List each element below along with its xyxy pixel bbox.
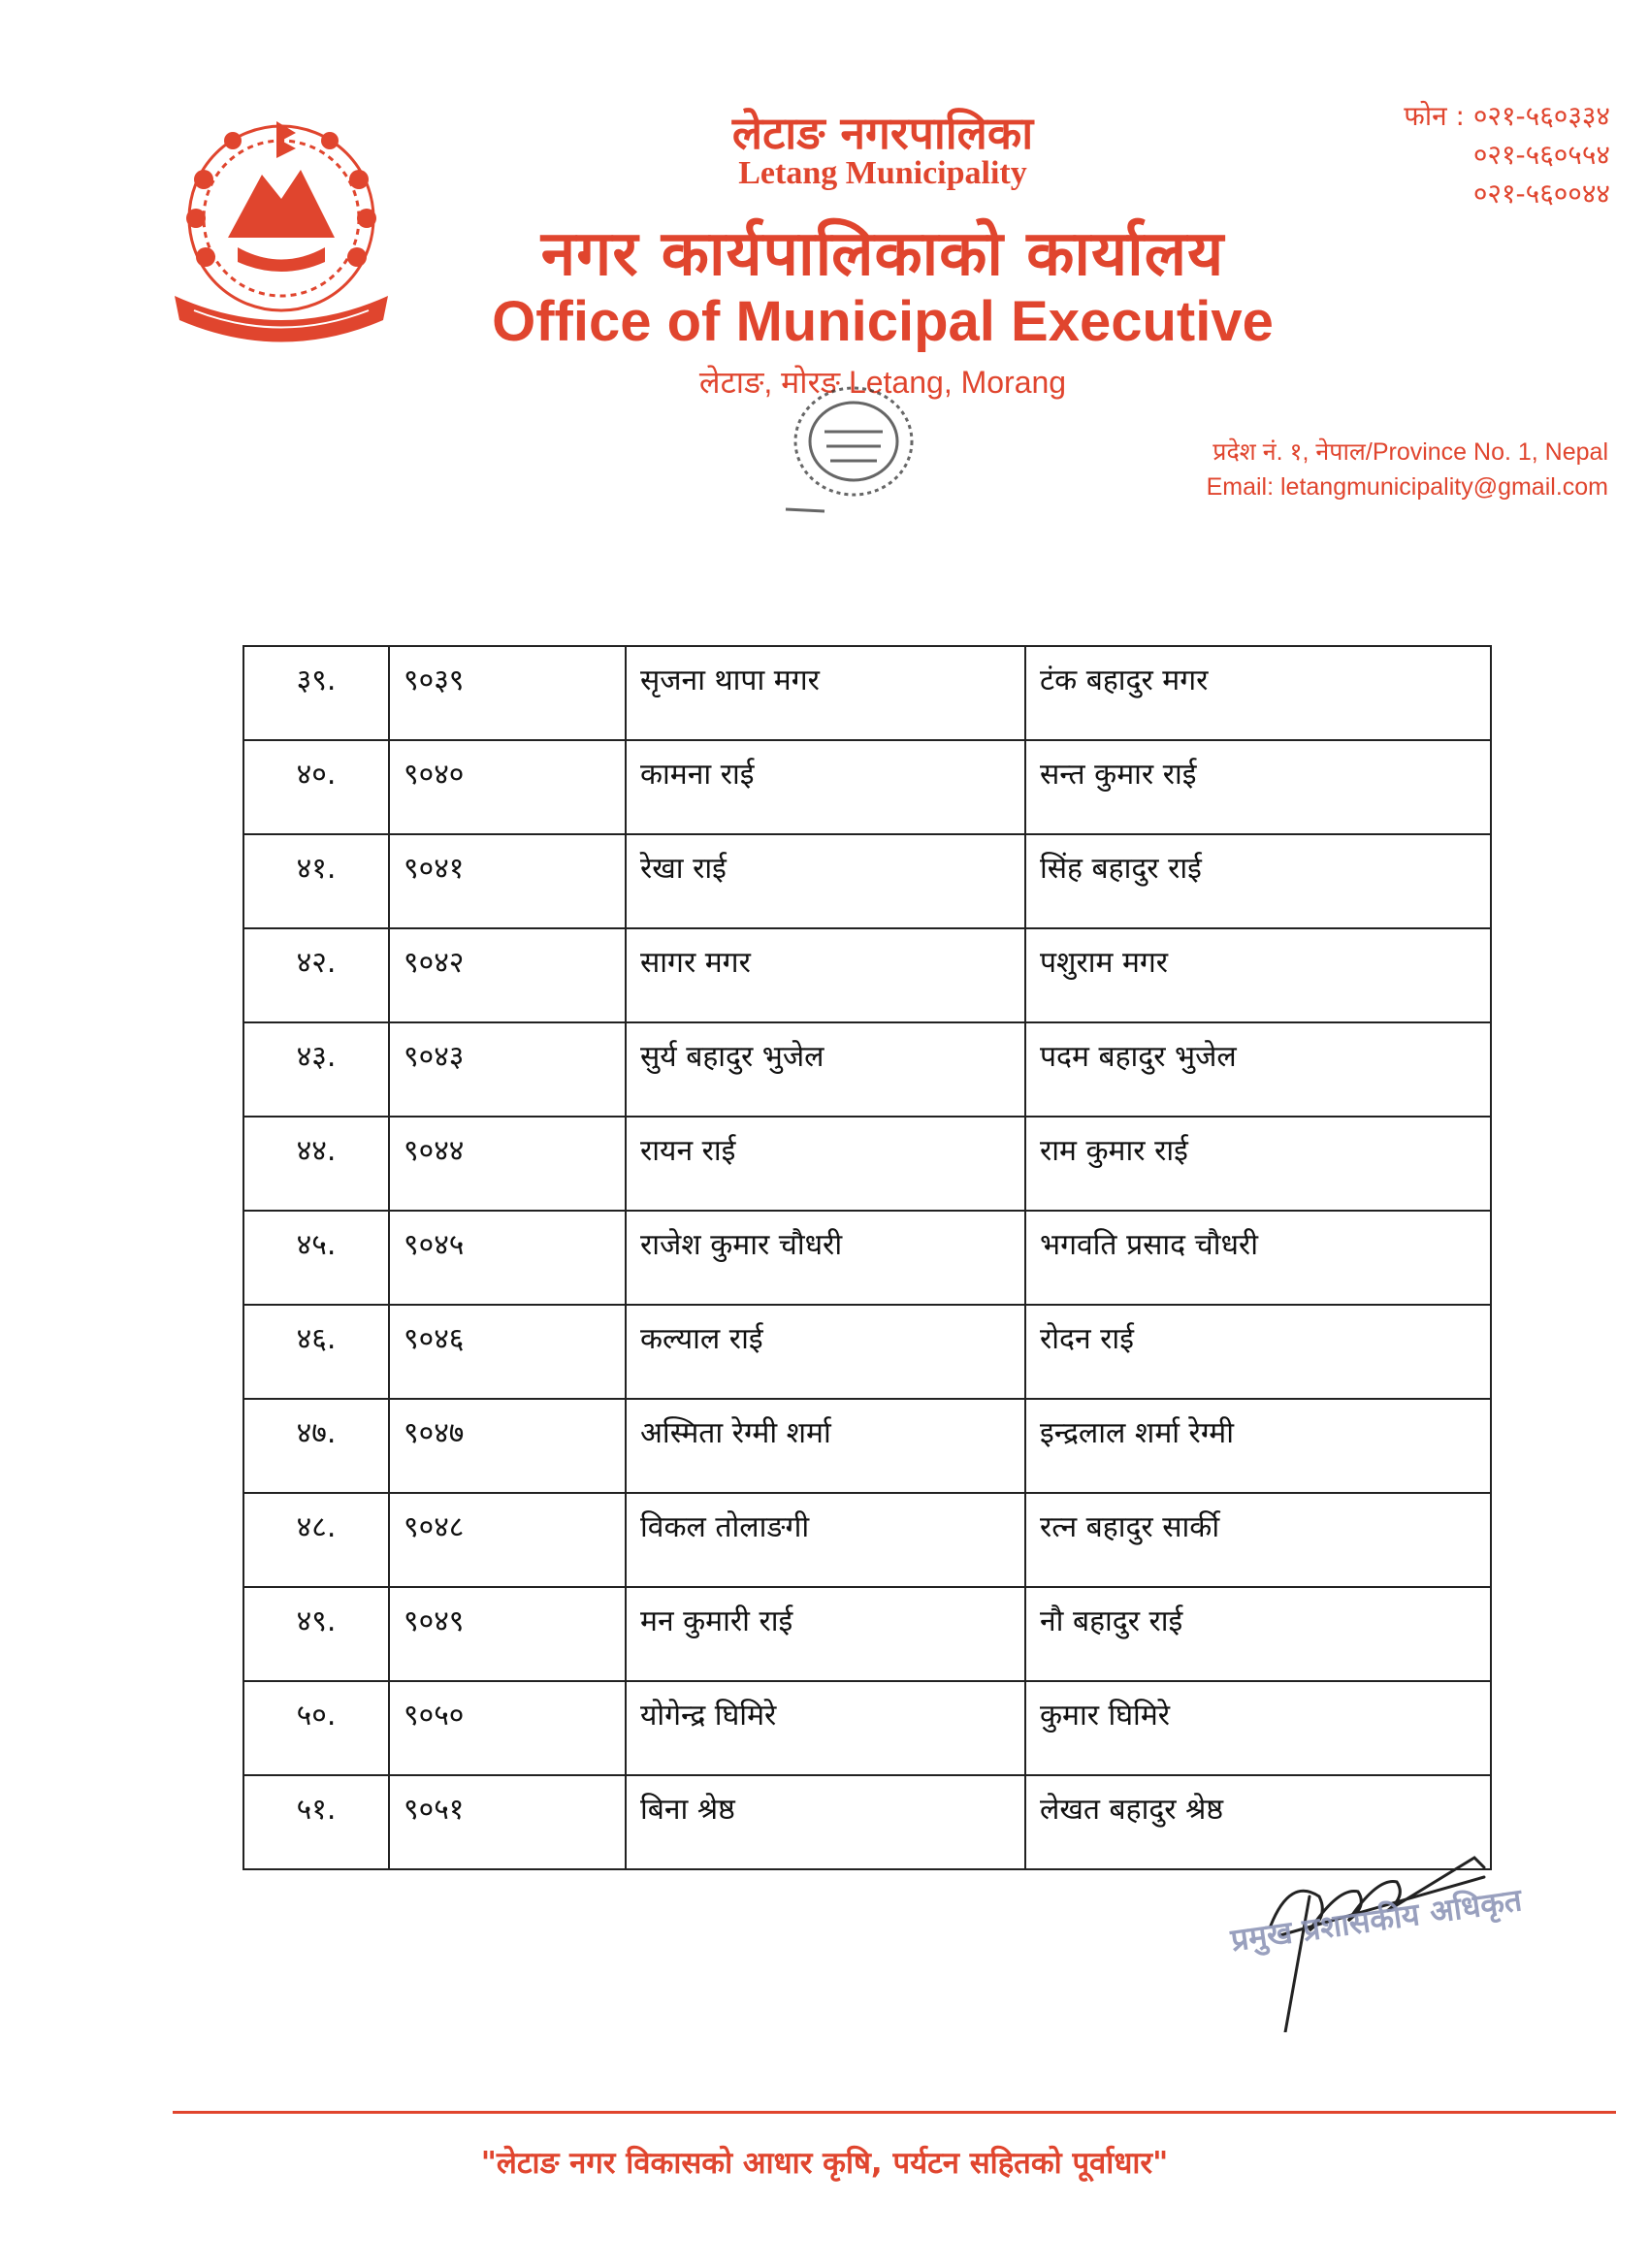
serial-number-cell: ४६. [243,1305,389,1399]
footer-divider [173,2111,1616,2114]
id-cell: ९०४० [389,740,626,834]
phone-number: ०२१-५६००४४ [1472,178,1610,210]
name-cell: बिना श्रेष्ठ [626,1775,1025,1869]
id-cell: ९०४२ [389,928,626,1022]
name-cell: सृजना थापा मगर [626,646,1025,740]
municipality-name-nepali: लेटाङ नगरपालिका [731,107,1034,159]
parent-name-cell: सन्त कुमार राई [1025,740,1491,834]
email-line: Email: letangmunicipality@gmail.com [1206,473,1608,501]
parent-name-cell: रोदन राई [1025,1305,1491,1399]
id-cell: ९०४६ [389,1305,626,1399]
name-cell: सागर मगर [626,928,1025,1022]
parent-name-cell: लेखत बहादुर श्रेष्ठ [1025,1775,1491,1869]
name-cell: सुर्य बहादुर भुजेल [626,1022,1025,1117]
parent-name-cell: पशुराम मगर [1025,928,1491,1022]
name-cell: मन कुमारी राई [626,1587,1025,1681]
province-line: प्रदेश नं. १, नेपाल/Province No. 1, Nepal [1212,438,1608,466]
footer-slogan: "लेटाङ नगर विकासको आधार कृषि, पर्यटन सहितको पूर्वाधार" [480,2146,1169,2181]
records-table [242,645,1490,1870]
id-cell: ९०४१ [389,834,626,928]
id-cell: ९०४७ [389,1399,626,1493]
name-cell: योगेन्द्र घिमिरे [626,1681,1025,1775]
serial-number-cell: ३९. [243,646,389,740]
serial-number-cell: ४०. [243,740,389,834]
parent-name-cell: भगवति प्रसाद चौधरी [1025,1211,1491,1305]
phone-number: ०२१-५६०५५४ [1472,139,1610,171]
office-stamp-icon [757,373,951,529]
id-cell: ९०३९ [389,646,626,740]
table-row [243,1117,1491,1211]
table-row [243,834,1491,928]
nepal-emblem-icon [155,102,407,354]
name-cell: राजेश कुमार चौधरी [626,1211,1025,1305]
name-cell: कल्याल राई [626,1305,1025,1399]
office-title-nepali: नगर कार्यपालिकाको कार्यालय [540,218,1225,290]
serial-number-cell: ४५. [243,1211,389,1305]
parent-name-cell: कुमार घिमिरे [1025,1681,1491,1775]
parent-name-cell: पदम बहादुर भुजेल [1025,1022,1491,1117]
id-cell: ९०४३ [389,1022,626,1117]
parent-name-cell: नौ बहादुर राई [1025,1587,1491,1681]
table-row [243,740,1491,834]
table-row [243,1022,1491,1117]
id-cell: ९०५० [389,1681,626,1775]
serial-number-cell: ४९. [243,1587,389,1681]
table-row [243,1399,1491,1493]
id-cell: ९०४९ [389,1587,626,1681]
records-table-grid [242,645,1492,1870]
phone-number: फोन : ०२१-५६०३३४ [1404,100,1610,132]
serial-number-cell: ४१. [243,834,389,928]
name-cell: विकल तोलाङगी [626,1493,1025,1587]
parent-name-cell: सिंह बहादुर राई [1025,834,1491,928]
parent-name-cell: इन्द्रलाल शर्मा रेग्मी [1025,1399,1491,1493]
serial-number-cell: ५१. [243,1775,389,1869]
table-row [243,1681,1491,1775]
serial-number-cell: ४८. [243,1493,389,1587]
table-row [243,646,1491,740]
table-row [243,1493,1491,1587]
id-cell: ९०५१ [389,1775,626,1869]
id-cell: ९०४४ [389,1117,626,1211]
table-row [243,1211,1491,1305]
parent-name-cell: टंक बहादुर मगर [1025,646,1491,740]
office-title-english: Office of Municipal Executive [492,290,1274,353]
name-cell: रेखा राई [626,834,1025,928]
name-cell: रायन राई [626,1117,1025,1211]
parent-name-cell: रत्न बहादुर सार्की [1025,1493,1491,1587]
address: लेटाङ, मोरङ Letang, Morang [698,365,1067,400]
id-cell: ९०४८ [389,1493,626,1587]
serial-number-cell: ५०. [243,1681,389,1775]
municipality-name-english: Letang Municipality [738,155,1027,191]
parent-name-cell: राम कुमार राई [1025,1117,1491,1211]
table-row [243,928,1491,1022]
table-row [243,1587,1491,1681]
signatory-title: प्रमुख प्रशासकीय अधिकृत [1228,1881,1525,1960]
serial-number-cell: ४७. [243,1399,389,1493]
id-cell: ९०४५ [389,1211,626,1305]
name-cell: अस्मिता रेग्मी शर्मा [626,1399,1025,1493]
phone-block [1290,97,1610,213]
serial-number-cell: ४३. [243,1022,389,1117]
table-row [243,1305,1491,1399]
serial-number-cell: ४२. [243,928,389,1022]
serial-number-cell: ४४. [243,1117,389,1211]
name-cell: कामना राई [626,740,1025,834]
